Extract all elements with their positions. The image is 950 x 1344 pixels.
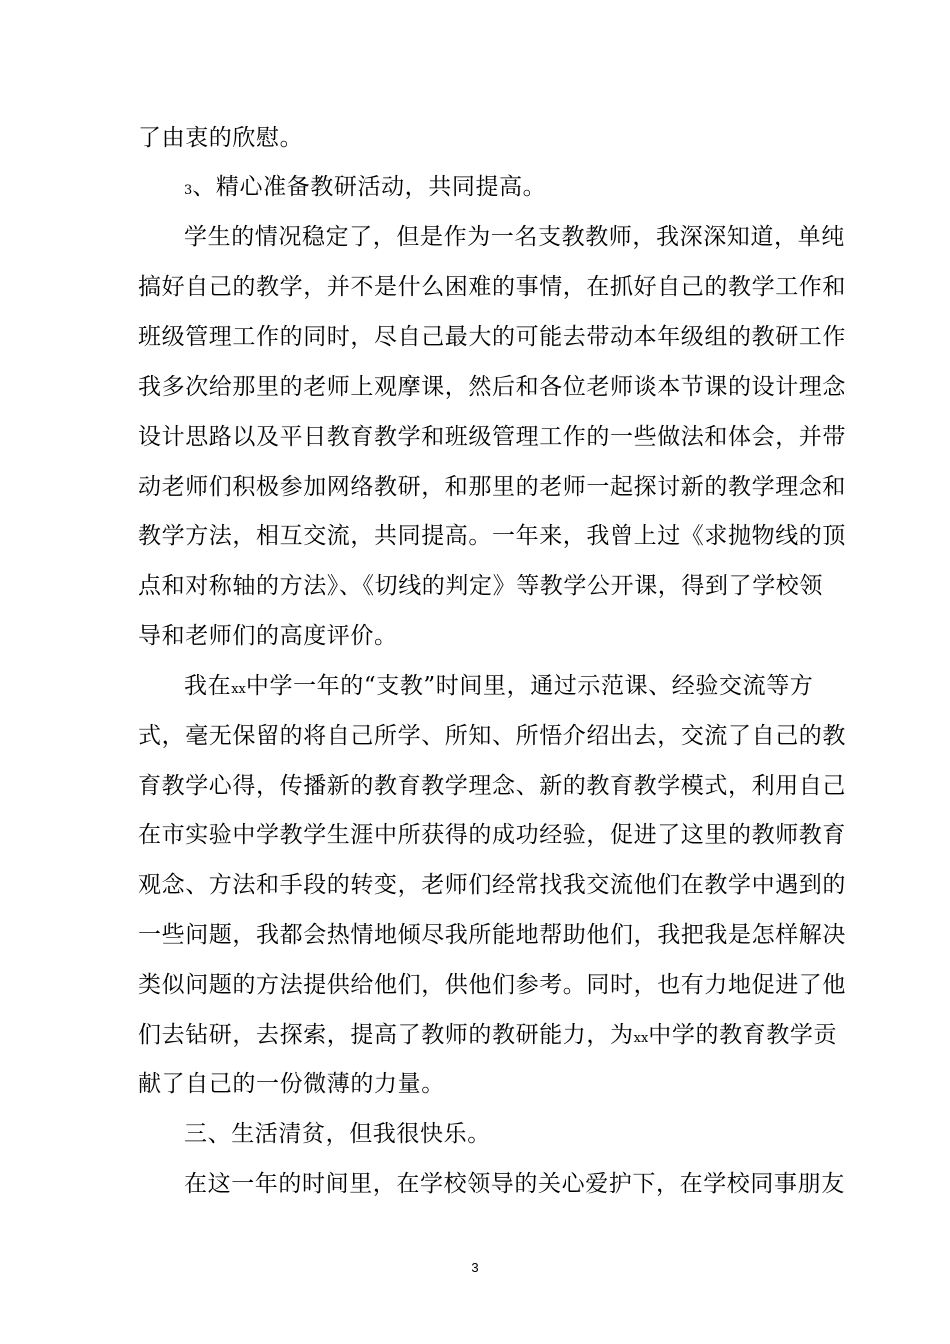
paragraph-line: 了由衷的欣慰。 [138, 125, 304, 151]
paragraph-line: 献了自己的一份微薄的力量。 [138, 1071, 445, 1097]
paragraph-line: 教学方法，相互交流，共同提高。一年来，我曾上过《求抛物线的顶 [138, 523, 846, 549]
placeholder-xx: xx [231, 682, 246, 697]
paragraph-line: 在这一年的时间里，在学校领导的关心爱护下，在学校同事朋友 [184, 1171, 845, 1197]
paragraph-line: 我在xx中学一年的“支教”时间里，通过示范课、经验交流等方 [184, 673, 814, 699]
paragraph-line: 类似问题的方法提供给他们，供他们参考。同时，也有力地促进了他 [138, 972, 846, 998]
paragraph-line: 设计思路以及平日教育教学和班级管理工作的一些做法和体会，并带 [138, 424, 846, 450]
paragraph-line: 式，毫无保留的将自己所学、所知、所悟介绍出去，交流了自己的教 [138, 723, 846, 749]
paragraph-line: 动老师们积极参加网络教研，和那里的老师一起探讨新的教学理念和 [138, 474, 846, 500]
paragraph-line: 班级管理工作的同时，尽自己最大的可能去带动本年级组的教研工作 [138, 324, 846, 350]
paragraph-line: 观念、方法和手段的转变，老师们经常找我交流他们在教学中遇到的 [138, 872, 846, 898]
paragraph-line: 点和对称轴的方法》、《切线的判定》等教学公开课，得到了学校领 [138, 573, 823, 599]
placeholder-xx: xx [633, 1031, 649, 1046]
item-number: 3 [184, 183, 193, 198]
section-heading: 三、生活清贫，但我很快乐。 [184, 1121, 491, 1147]
paragraph-line: 搞好自己的教学，并不是什么困难的事情，在抓好自己的教学工作和 [138, 274, 846, 300]
paragraph-line: 我多次给那里的老师上观摩课，然后和各位老师谈本节课的设计理念 [138, 374, 846, 400]
page-number: 3 [471, 1260, 479, 1275]
paragraph-line: 学生的情况稳定了，但是作为一名支教教师，我深深知道，单纯 [184, 224, 845, 250]
paragraph-line: 在市实验中学教学生涯中所获得的成功经验，促进了这里的教师教育 [138, 822, 846, 848]
paragraph-line: 导和老师们的高度评价。 [138, 623, 398, 649]
section-heading: 3、精心准备教研活动，共同提高。 [184, 174, 547, 200]
paragraph-line: 们去钻研，去探索，提高了教师的教研能力，为xx中学的教育教学贡 [138, 1022, 838, 1048]
paragraph-line: 一些问题，我都会热情地倾尽我所能地帮助他们，我把我是怎样解决 [138, 922, 846, 948]
paragraph-line: 育教学心得，传播新的教育教学理念、新的教育教学模式，利用自己 [138, 773, 846, 799]
